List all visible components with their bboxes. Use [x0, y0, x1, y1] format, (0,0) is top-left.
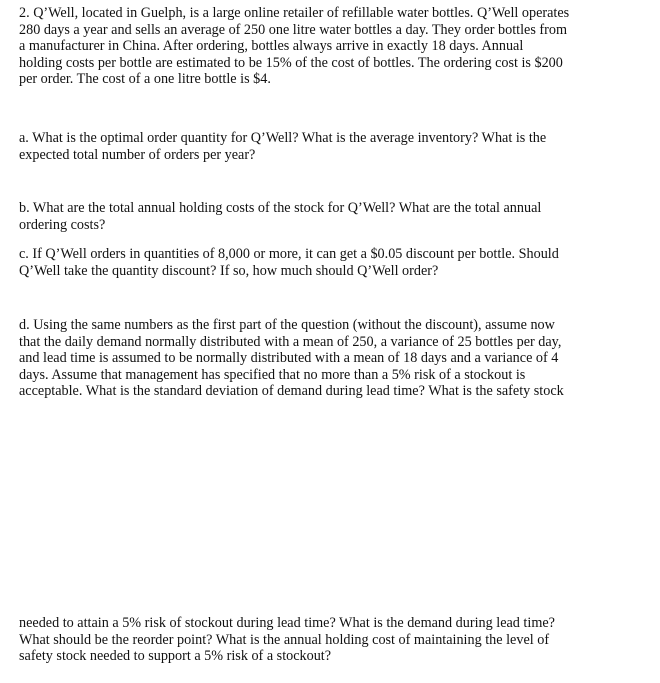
text-line: that the daily demand normally distributed with a mean of 250, a variance of 25 bottles per day,: [19, 333, 562, 350]
text-line: Q’Well take the quantity discount? If so, how much should Q’Well order?: [19, 262, 439, 279]
text-line: d. Using the same numbers as the first part of the question (without the discount), assume now: [19, 317, 555, 333]
text-line: acceptable. What is the standard deviation of demand during lead time? What is the safety stock: [19, 383, 564, 399]
question-part-b: [19, 200, 645, 233]
text-line: days. Assume that management has specified that no more than a 5% risk of a stockout is: [19, 366, 526, 383]
question-intro: [19, 5, 645, 88]
text-line: c. If Q’Well orders in quantities of 8,000 or more, it can get a $0.05 discount per bottle. Should: [19, 246, 559, 262]
text-line: expected total number of orders per year?: [19, 146, 256, 163]
question-part-c: [19, 246, 645, 279]
text-line: a manufacturer in China. After ordering, bottles always arrive in exactly 18 days. Annual: [19, 38, 524, 54]
text-line: ordering costs?: [19, 216, 106, 233]
text-line: and lead time is assumed to be normally distributed with a mean of 18 days and a variance of 4: [19, 350, 559, 366]
text-line: What should be the reorder point? What is the annual holding cost of maintaining the level of: [19, 631, 550, 648]
text-line: needed to attain a 5% risk of stockout during lead time? What is the demand during lead time?: [19, 615, 555, 631]
text-line: 280 days a year and sells an average of 250 one litre water bottles a day. They order bottles from: [19, 21, 567, 38]
text-line: per order. The cost of a one litre bottle is $4.: [19, 71, 271, 87]
question-part-d-continued: [19, 615, 645, 665]
text-line: holding costs per bottle are estimated to be 15% of the cost of bottles. The ordering cost is $200: [19, 54, 563, 71]
text-line: a. What is the optimal order quantity for Q’Well? What is the average inventory? What is the: [19, 130, 547, 146]
text-line: safety stock needed to support a 5% risk of a stockout?: [19, 648, 332, 664]
text-line: 2. Q’Well, located in Guelph, is a large online retailer of refillable water bottles. Q’Well operates: [19, 5, 570, 21]
text-line: b. What are the total annual holding costs of the stock for Q’Well? What are the total annual: [19, 200, 542, 216]
question-part-d: [19, 317, 645, 400]
question-part-a: [19, 130, 645, 163]
